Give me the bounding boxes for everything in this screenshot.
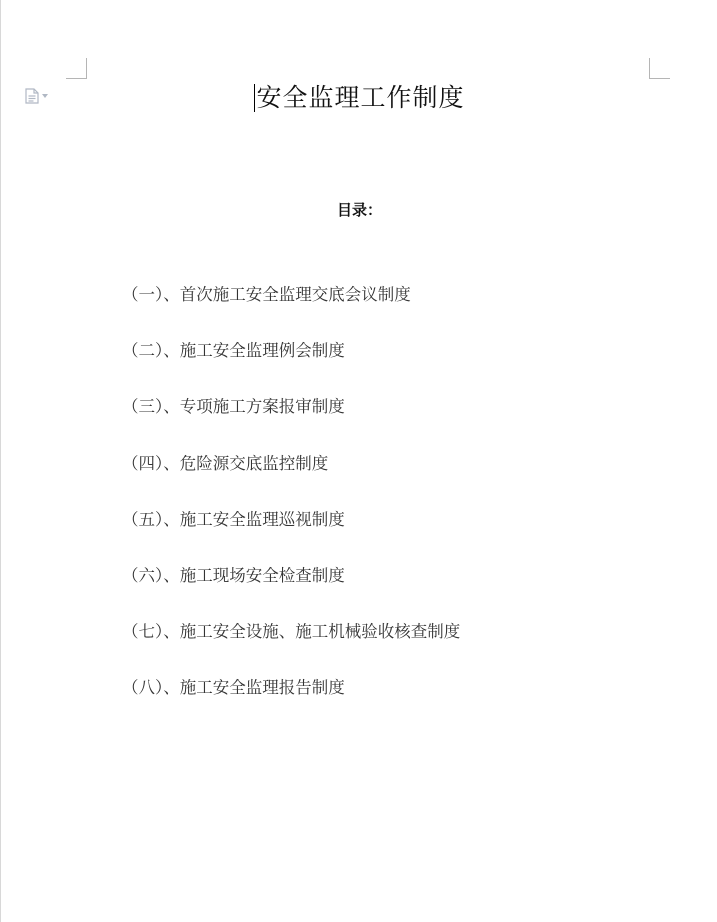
toc-item: （三）、专项施工方案报审制度 [122, 397, 345, 417]
document-title-line[interactable] [1, 82, 717, 114]
toc-list [122, 283, 460, 733]
toc-item: （八）、施工安全监理报告制度 [122, 678, 345, 698]
top-left-margin-mark [66, 58, 87, 79]
toc-item: （一）、首次施工安全监理交底会议制度 [122, 285, 411, 304]
toc-item: （七）、施工安全设施、施工机械验收核查制度 [122, 622, 461, 642]
toc-item: （六）、施工现场安全检查制度 [122, 565, 345, 585]
text-cursor [254, 84, 255, 112]
toc-heading: 目录： [336, 201, 382, 219]
document-title: 安全监理工作制度 [256, 83, 465, 112]
toc-item: （二）、施工安全监理例会制度 [122, 341, 345, 361]
toc-item: （五）、施工安全监理巡视制度 [122, 509, 345, 529]
top-right-margin-mark [649, 58, 670, 79]
toc-item: （四）、危险源交底监控制度 [122, 453, 329, 473]
